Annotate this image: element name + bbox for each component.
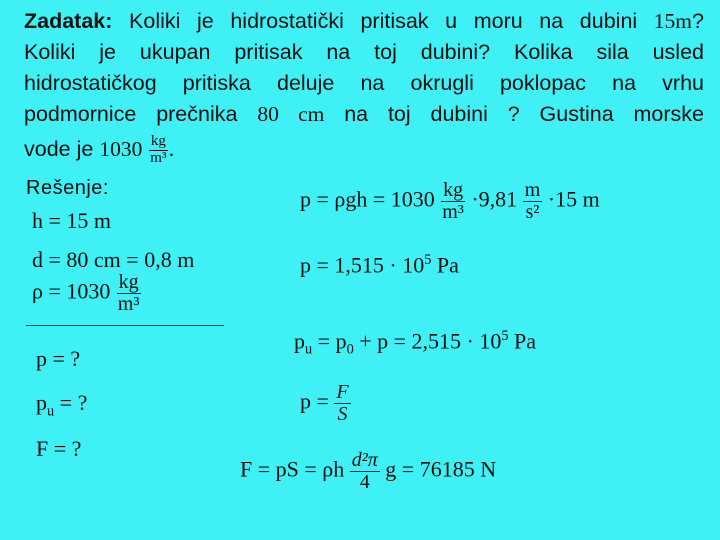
task-line-4: podmornice prečnika 80 cm na toj dubini ? Gustina morske: [24, 102, 704, 126]
equation-total-pressure: $p_u = p_0 + p = 2,515 \cdot 10^5$ Pa: [294, 328, 537, 358]
given-divider: [26, 325, 224, 326]
task-statement: [24, 6, 704, 167]
equation-pressure-definition: p = $\frac{F}{S}$: [300, 381, 349, 425]
equation-force: F = pS = ρh $\frac{\text{d²π}}{4}$ g = 76185 N: [240, 449, 497, 493]
density-value: 1030: [99, 137, 143, 161]
unit-fraction-kg-m3: $\frac{kg}{\text{m³}}$: [442, 179, 464, 223]
unknown-force: F = ?: [36, 436, 82, 461]
given-density: ρ = 1030 $\frac{kg}{\text{m³}}$: [32, 271, 140, 315]
task-label: Zadatak:: [24, 9, 113, 33]
unknown-pressure: p = ?: [36, 346, 81, 371]
given-density-unit: $\frac{kg}{\text{m³}}$: [117, 271, 140, 315]
task-line-3: hidrostatičkog pritiska deluje na okrugli poklopac na vrhu: [24, 71, 704, 95]
equation-pressure: p = ρgh = 1030 $\frac{kg}{\text{m³}}$ ·9,81 $\frac{m}{\text{s²}}$ ·15 m: [300, 179, 600, 223]
unit-fraction-m-s2: $\frac{m}{\text{s²}}$: [524, 179, 541, 223]
task-line-5: vode je 1030 $\frac{kg}{\text{m³}}$ .: [24, 133, 175, 166]
diameter-value: 80 cm: [257, 102, 325, 126]
force-over-area-fraction: $\frac{F}{S}$: [336, 381, 349, 425]
depth-value: 15m: [653, 9, 693, 33]
given-diameter: d = 80 cm = 0,8 m: [32, 247, 195, 272]
density-unit-fraction: $\frac{kg}{\text{m³}}$: [150, 133, 167, 166]
solution-title: Rešenje:: [26, 177, 109, 199]
task-line-1: Zadatak: Koliki je hidrostatički pritisak u moru na dubini 15m?: [24, 9, 704, 33]
force-result: 76185 N: [419, 456, 497, 482]
task-line-2: Koliki je ukupan pritisak na toj dubini? Kolika sila usled: [24, 40, 704, 64]
unknown-total-pressure: $p_u$ = ?: [36, 390, 88, 420]
given-depth: h = 15 m: [32, 208, 112, 233]
area-fraction: $\frac{\text{d²π}}{4}$: [351, 449, 378, 493]
equation-pressure-result: $p = 1,515 \cdot 10^5$ Pa: [300, 252, 459, 278]
